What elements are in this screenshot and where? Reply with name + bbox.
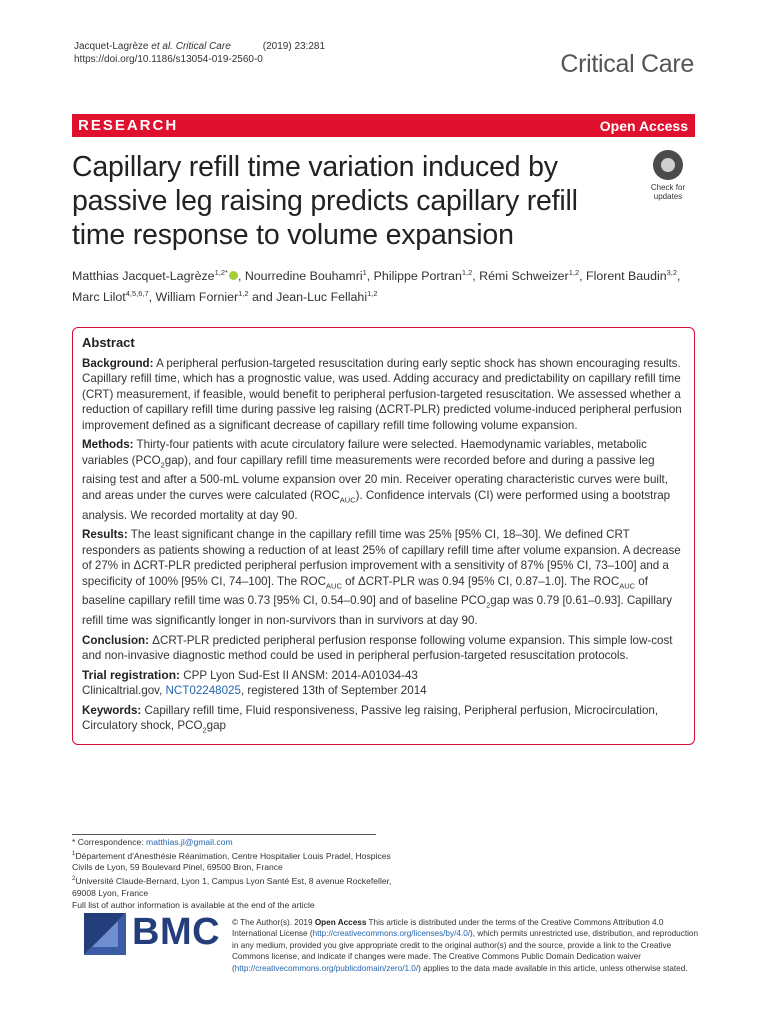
license-link-zero[interactable]: http://creativecommons.org/publicdomain/zero/1.0/ [234,963,419,973]
author-name: Florent Baudin [586,269,667,284]
article-type-label: RESEARCH [78,117,179,134]
open-access-label: Open Access [599,117,688,134]
author-name: William Fornier [155,290,239,305]
citation-line [74,40,325,53]
correspondence-email-link[interactable]: matthias.jl@gmail.com [146,837,233,847]
abstract-results: Results: The least significant change in the capillary refill time was 25% [95% CI, 18–30]. We defined CRT responders as patients showing a reduction of at least 25% of capillary refill time after volume expansion. A decrease of 27% in ΔCRT-PLR predicted peripheral perfusion improvement with a sensitivity of 87% [95% CI, 73–100] and a specificity of 100% [95% CI, 74–100]. The $ROC_{AUC}$ of ΔCRT-PLR was 0.94 [95% CI, 0.87–1.0]. The $ROC_{AUC}$ of baseline capillary refill time was 0.73 [95% CI, 0.54–0.90] and of baseline $PCO_2gap$ was 0.79 [0.61–0.93]. Capillary refill time was significantly longer in non-survivors than in survivors at day 90. [82,528,681,628]
author-separator: , [472,269,480,284]
bmc-logo-text: BMC [132,911,221,953]
author-list [72,264,702,306]
license-statement: © The Author(s). 2019 Open Access This article is distributed under the terms of the Creative Commons Attribution 4.0 International License (http://creativecommons.org/licenses/by/4.0/), which permits unrestricted use, distribution, and reproduction in any medium, provided you give appropriate credit to the original author(s) and the source, provide a link to the Creative Commons license, and indicate if changes were made. The Creative Commons Public Domain Dedication waiver (http://creativecommons.org/publicdomain/zero/1.0/) applies to the data made available in this article, unless otherwise stated. [232,918,699,973]
correspondence: * Correspondence: matthias.jl@gmail.com [72,837,233,847]
author-info-note: Full list of author information is available at the end of the article [72,899,315,910]
author-separator: , [677,269,681,284]
author-name: Rémi Schweizer [479,269,569,284]
check-for-updates-button[interactable] [640,146,696,202]
abstract-trial-registration: Trial registration: CPP Lyon Sud-Est II ANSM: 2014-A01034-43 Clinicaltrial.gov, NCT02248025, registered 13th of September 2014 [82,667,427,698]
abstract-methods: Methods: Thirty-four patients with acute circulatory failure were selected. Haemodynamic variables, metabolic variables $(PCO_2gap)$, and four capillary refill time measurements were recorded before and during a passive leg raising test and after a 500-mL volume expansion over 20 min. Receiver operating characteristic curves were built, and areas under the curves were calculated $(ROC_{AUC})$. Confidence intervals (CI) were performed using a bootstrap analysis. We recorded mortality at day 90. [82,438,671,522]
author-affiliation-sup: 1,2* [214,268,228,277]
citation-journal: Critical Care [175,41,231,52]
author-separator: , [237,269,245,284]
abstract-heading: Abstract [82,335,135,350]
author-affiliation-sup: 4,5,6,7 [125,289,149,299]
journal-name: Critical Care [560,50,694,78]
author-affiliation-sup: 1,2 [568,268,580,277]
article-title: Capillary refill time variation induced by passive leg raising predicts capillary refill time response to volume expansion [72,151,578,251]
author-affiliation-sup: 1,2 [461,268,473,277]
author-separator: and [248,290,277,305]
author-name: Jean-Luc Fellahi [276,290,368,305]
footnotes [72,837,392,912]
author-affiliation-sup: 1,2 [238,289,249,299]
bmc-logo [84,913,219,955]
author-separator: , [366,269,374,284]
abstract-background: Background: A peripheral perfusion-targeted resuscitation during early septic shock has shown encouraging results. Capillary refill time, which has a prognostic value, was used. Adding accuracy and predictability on capillary refill time (CRT) measurement, if feasible, would benefit to peripheral perfusion-targeted resuscitation. We assessed whether a reduction of capillary refill time during passive leg raising (ΔCRT-PLR) predicted volume-induced peripheral perfusion improvement defined as a significant decrease of capillary refill time following volume expansion. [82,356,682,432]
author-separator: , [579,269,587,284]
check-updates-label: Check for updates [650,183,686,201]
article-type-bar [72,114,695,137]
author-affiliation-sup: 1,2 [367,289,378,299]
doi-link[interactable]: https://doi.org/10.1186/s13054-019-2560-0 [74,54,263,65]
bmc-logo-mark-icon [84,913,126,955]
affiliation-1: $^1$Département d'Anesthésie Réanimation, Centre Hospitalier Louis Pradel, Hospices Civils de Lyon, 59 Boulevard Pinel, 69500 Bron, France [72,850,391,873]
abstract-conclusion: Conclusion: ΔCRT-PLR predicted peripheral perfusion response following volume expansion. This simple low-cost and non-invasive diagnostic method could be used in peripheral perfusion-targeted resuscitation protocols. [82,633,673,663]
running-header [74,40,325,66]
author-affiliation-sup: 1 [362,268,367,277]
citation-authors: Jacquet-Lagrèze [74,41,149,52]
orcid-icon[interactable] [229,271,238,280]
license-link-by[interactable]: http://creativecommons.org/licenses/by/4.0/ [312,929,471,939]
abstract-keywords: Keywords: Capillary refill time, Fluid responsiveness, Passive leg raising, Peripheral perfusion, Microcirculation, Circulatory shock, $PCO_2gap$ [82,703,659,735]
footnote-divider [72,834,376,835]
citation-etal: et al. [151,41,173,52]
author-name: Nourredine Bouhamri [244,269,363,284]
check-updates-icon [653,150,683,180]
author-separator: , [148,290,156,305]
author-name: Philippe Portran [373,269,462,284]
abstract-box [72,327,695,745]
author-name: Matthias Jacquet-Lagrèze [72,269,215,284]
trial-registration-link[interactable]: NCT02248025 [165,684,241,698]
affiliation-2: $^2$Université Claude-Bernard, Lyon 1, Campus Lyon Santé Est, 8 avenue Rockefeller, 69008 Lyon, France [72,876,392,898]
author-affiliation-sup: 3,2 [666,268,678,277]
author-name: Marc Lilot [72,290,126,305]
citation-year-volume: (2019) 23:281 [262,41,326,52]
